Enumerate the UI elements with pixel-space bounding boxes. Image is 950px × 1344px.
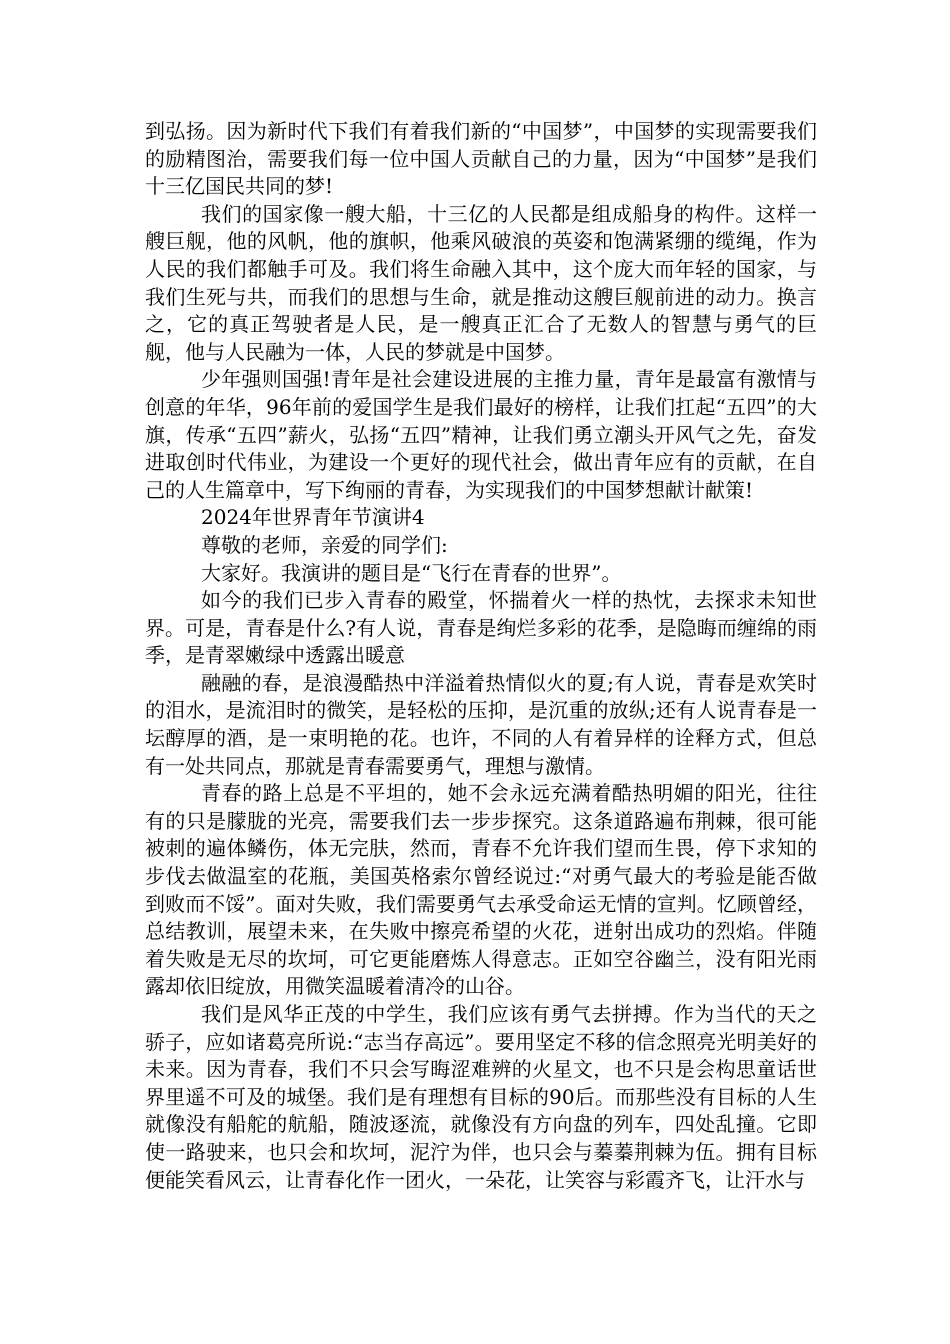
paragraph: 青春的路上总是不平坦的，她不会永远充满着酷热明媚的阳光，往往有的只是朦胧的光亮，需要我们去一步步探究。这条道路遍布荆棘，很可能被刺的遍体鳞伤，体无完肤，然而，青春不允许我们望而生畏，停下求知的步伐去做温室的花瓶，美国英格索尔曾经说过:“对勇气最大的考验是能否做到败而不馁”。面对失败，我们需要勇气去承受命运无情的宣判。忆顾曾经，总结教训，展望未来，在失败中擦亮希望的火花，迸射出成功的烈焰。伴随着失败是无尽的坎坷，可它更能磨炼人得意志。正如空谷幽兰，没有阳光雨露却依旧绽放，用微笑温暖着清冷的山谷。 [145, 781, 817, 999]
document-body [145, 118, 817, 1194]
paragraph: 到弘扬。因为新时代下我们有着我们新的“中国梦”，中国梦的实现需要我们的励精图治，需要我们每一位中国人贡献自己的力量，因为“中国梦”是我们十三亿国民共同的梦! [145, 119, 817, 199]
paragraph: 我们是风华正茂的中学生，我们应该有勇气去拼搏。作为当代的天之骄子，应如诸葛亮所说:“志当存高远”。要用坚定不移的信念照亮光明美好的未来。因为青春，我们不只会写晦涩难辨的火星文，也不只是会构思童话世界里遥不可及的城堡。我们是有理想有目标的90后。而那些没有目标的人生就像没有船舵的航船，随波逐流，就像没有方向盘的列车，四处乱撞。它即使一路驶来，也只会和坎坷，泥泞为伴，也只会与蓁蓁荆棘为伍。拥有目标便能笑看风云，让青春化作一团火，一朵花，让笑容与彩霞齐飞，让汗水与 [145, 1002, 817, 1192]
greeting: 大家好。我演讲的题目是“飞行在青春的世界”。 [201, 560, 622, 585]
paragraph: 我们的国家像一艘大船，十三亿的人民都是组成船身的构件。这样一艘巨舰，他的风帆，他的旗帜，他乘风破浪的英姿和饱满紧绷的缆绳，作为人民的我们都触手可及。我们将生命融入其中，这个庞大而年轻的国家，与我们生死与共，而我们的思想与生命，就是推动这艘巨舰前进的动力。换言之，它的真正驾驶者是人民，是一艘真正汇合了无数人的智慧与勇气的巨舰，他与人民融为一体，人民的梦就是中国梦。 [145, 201, 817, 364]
paragraph: 少年强则国强!青年是社会建设进展的主推力量，青年是最富有激情与创意的年华，96年前的爱国学生是我们最好的榜样，让我们扛起“五四”的大旗，传承“五四”薪火，弘扬“五四”精神，让我们勇立潮头开风气之先，奋发进取创时代伟业，为建设一个更好的现代社会，做出青年应有的贡献，在自己的人生篇章中，写下绚丽的青春，为实现我们的中国梦想献计献策! [145, 367, 817, 502]
speech-title: 2024年世界青年节演讲4 [201, 505, 425, 530]
paragraph: 如今的我们已步入青春的殿堂，怀揣着火一样的热忱，去探求未知世界。可是，青春是什么?有人说，青春是绚烂多彩的花季，是隐晦而缠绵的雨季，是青翠嫩绿中透露出暖意 [145, 588, 817, 668]
paragraph: 融融的春，是浪漫酷热中洋溢着热情似火的夏;有人说，青春是欢笑时的泪水，是流泪时的微笑，是轻松的压抑，是沉重的放纵;还有人说青春是一坛醇厚的酒，是一束明艳的花。也许，不同的人有着异样的诠释方式，但总有一处共同点，那就是青春需要勇气，理想与激情。 [145, 670, 817, 778]
salutation: 尊敬的老师，亲爱的同学们: [201, 532, 448, 557]
